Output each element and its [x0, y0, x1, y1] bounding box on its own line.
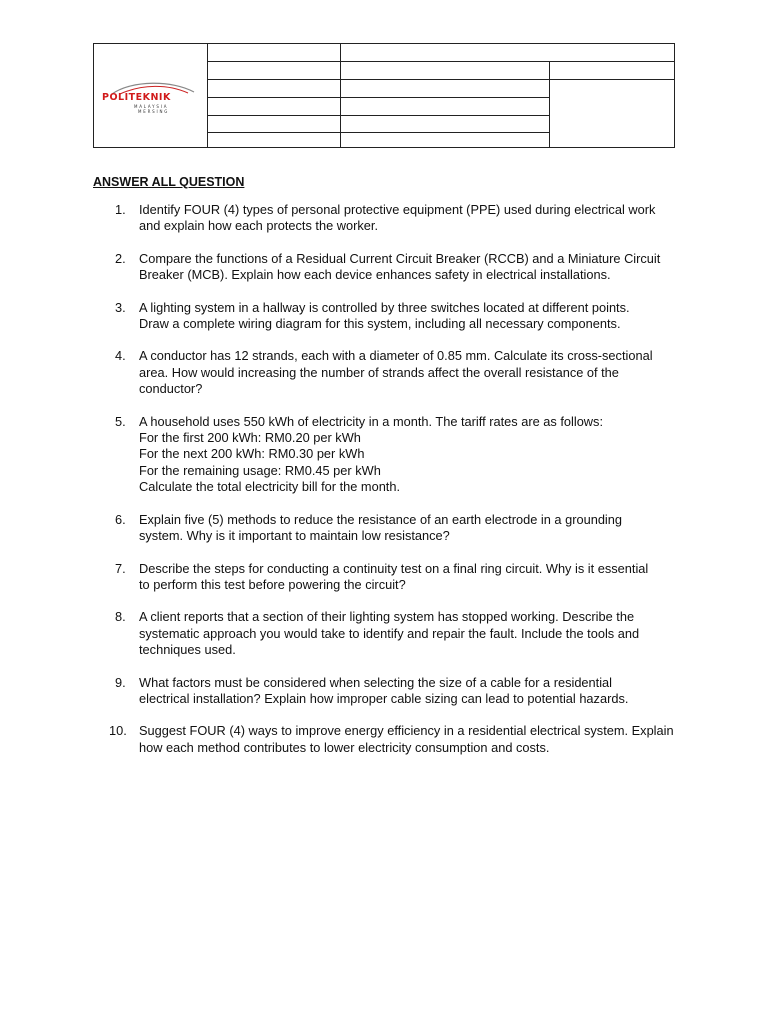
header-cell-r3-c2: [207, 79, 340, 97]
question-number: 9.: [115, 674, 126, 690]
question-number: 6.: [115, 511, 126, 527]
header-cell-r2-c3: [340, 61, 549, 79]
header-cell-r4-c2: [207, 97, 340, 115]
question-text: [139, 348, 683, 397]
question-item: [93, 202, 683, 235]
header-cell-r3-c3: [340, 79, 549, 97]
question-number: 3.: [115, 299, 126, 315]
politeknik-logo: [102, 82, 200, 114]
logo-cell: [94, 44, 208, 147]
question-line: Breaker (MCB). Explain how each device enhances safety in electrical installations.: [139, 267, 611, 283]
question-line: conductor?: [139, 381, 203, 397]
question-item: [93, 675, 683, 708]
question-line: A household uses 550 kWh of electricity in a month. The tariff rates are as follows:: [139, 413, 604, 429]
question-text: [139, 251, 683, 284]
header-cell-r1-c2: [207, 43, 340, 61]
question-line: systematic approach you would take to identify and repair the fault. Include the tools and: [139, 625, 640, 641]
question-number: 4.: [115, 348, 126, 364]
question-text: [139, 202, 683, 235]
question-list: [93, 202, 683, 772]
question-number: 5.: [115, 413, 126, 429]
question-line: Describe the steps for conducting a continuity test on a final ring circuit. Why is it essential: [139, 560, 649, 576]
question-line: area. How would increasing the number of strands affect the overall resistance of the: [139, 364, 619, 380]
question-text: [139, 414, 683, 496]
question-line: A client reports that a section of their lighting system has stopped working. Describe the: [139, 609, 635, 625]
question-number: 1.: [115, 202, 126, 217]
question-item: [93, 300, 683, 333]
logo-subtitle-campus: MERSING: [138, 109, 170, 114]
question-line: techniques used.: [139, 642, 236, 658]
question-line: electrical installation? Explain how improper cable sizing can lead to potential hazards.: [139, 690, 629, 706]
question-item: [93, 251, 683, 284]
header-cell-r1-c3: [340, 43, 675, 61]
question-item: [93, 348, 683, 397]
question-line: how each method contributes to lower electricity consumption and costs.: [139, 739, 550, 755]
header-cell-r4-c3: [340, 97, 549, 115]
question-line: For the next 200 kWh: RM0.30 per kWh: [139, 446, 365, 462]
question-number: 2.: [115, 250, 126, 266]
question-line: A conductor has 12 strands, each with a diameter of 0.85 mm. Calculate its cross-sectional: [139, 348, 653, 364]
question-line: Calculate the total electricity bill for the month.: [139, 479, 401, 495]
logo-wordmark: POLITEKNIK: [102, 92, 171, 103]
question-item: [93, 512, 683, 545]
header-cell-r6-c3: [340, 132, 549, 148]
question-item: [93, 414, 683, 496]
header-cell-merged-c4: [549, 79, 675, 148]
question-text: [139, 723, 683, 756]
logo-subtitle-country: MALAYSIA: [134, 104, 169, 109]
question-line: Compare the functions of a Residual Current Circuit Breaker (RCCB) and a Miniature Circuit: [139, 250, 661, 266]
question-line: Suggest FOUR (4) ways to improve energy efficiency in a residential electrical system. Explain: [139, 723, 674, 739]
question-text: [139, 300, 683, 333]
question-line: to perform this test before powering the circuit?: [139, 576, 406, 592]
question-line: For the remaining usage: RM0.45 per kWh: [139, 462, 381, 478]
question-item: [93, 723, 683, 756]
question-item: [93, 561, 683, 594]
header-cell-r2-c4: [549, 61, 675, 79]
question-line: What factors must be considered when selecting the size of a cable for a residential: [139, 674, 613, 690]
question-line: Explain five (5) methods to reduce the resistance of an earth electrode in a grounding: [139, 511, 623, 527]
question-line: Draw a complete wiring diagram for this system, including all necessary components.: [139, 316, 621, 332]
question-line: and explain how each protects the worker.: [139, 218, 379, 234]
header-cell-r5-c3: [340, 115, 549, 132]
header-cell-r5-c2: [207, 115, 340, 132]
header-cell-r6-c2: [207, 132, 340, 148]
question-line: system. Why is it important to maintain low resistance?: [139, 528, 450, 544]
question-text: [139, 609, 683, 658]
question-item: [93, 609, 683, 658]
question-text: [139, 675, 683, 708]
page-title: ANSWER ALL QUESTION: [93, 175, 245, 189]
question-number: 10.: [109, 723, 127, 739]
question-text: [139, 561, 683, 594]
header-table: [93, 43, 675, 148]
question-line: For the first 200 kWh: RM0.20 per kWh: [139, 430, 361, 446]
question-number: 7.: [115, 560, 126, 576]
question-text: [139, 512, 683, 545]
question-number: 8.: [115, 609, 126, 625]
question-line: A lighting system in a hallway is controlled by three switches located at different points.: [139, 299, 630, 315]
header-cell-r2-c2: [207, 61, 340, 79]
question-line: Identify FOUR (4) types of personal protective equipment (PPE) used during electrical work: [139, 202, 656, 217]
